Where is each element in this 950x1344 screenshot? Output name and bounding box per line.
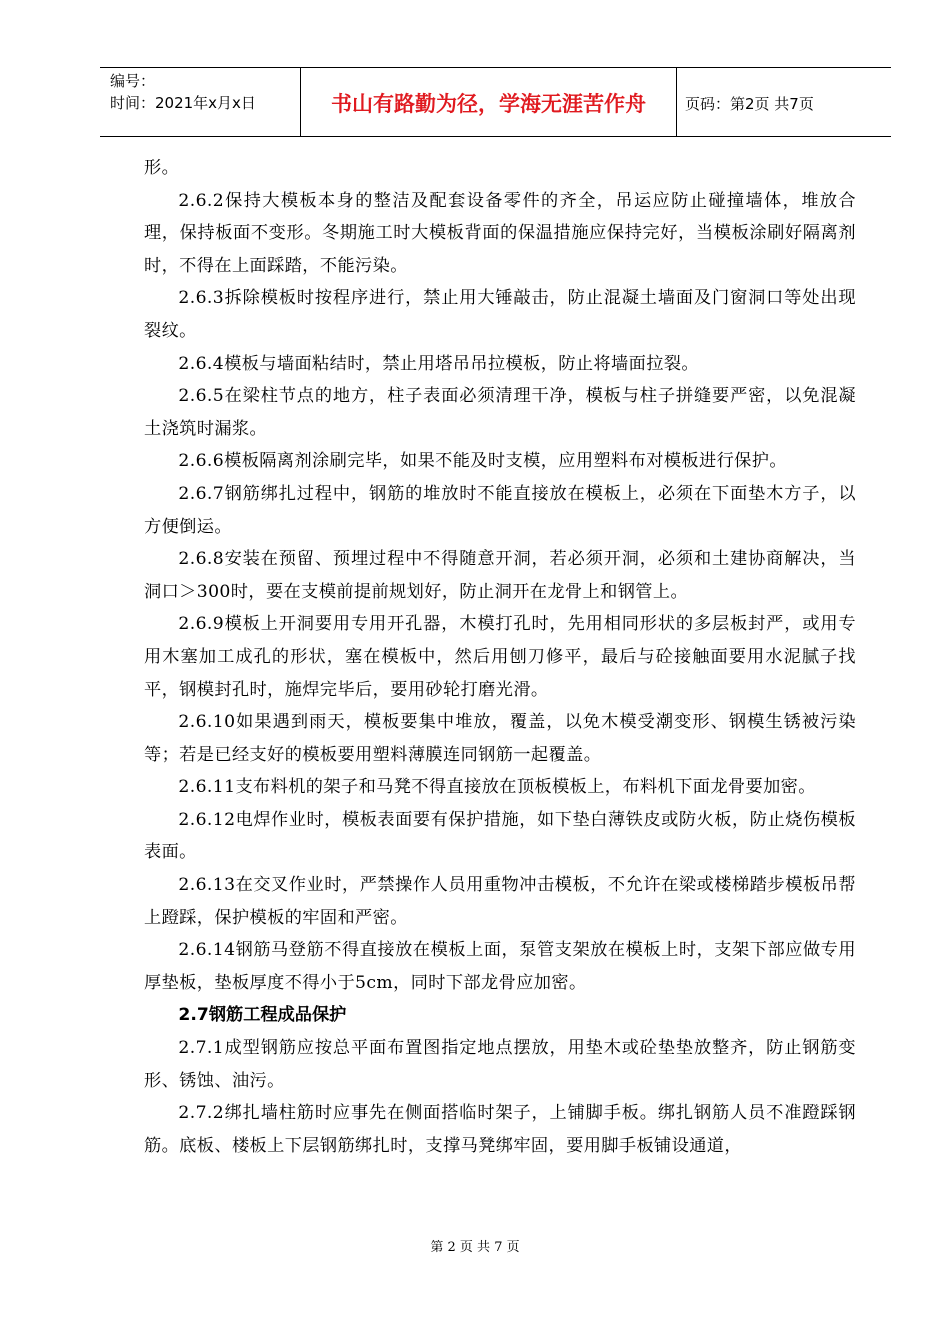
paragraph: 2.6.11支布料机的架子和马凳不得直接放在顶板模板上，布料机下面龙骨要加密。 [178, 777, 816, 798]
time-label: 时间：2021年x月x日 [110, 94, 256, 112]
paragraph: 2.6.4模板与墙面粘结时，禁止用塔吊吊拉模板，防止将墙面拉裂。 [178, 353, 699, 374]
paragraph: 2.6.8安装在预留、预埋过程中不得随意开洞，若必须开洞，必须和土建协商解决，当洞口＞300时，要在支模前提前规划好，防止洞开在龙骨上和钢管上。 [144, 549, 856, 602]
paragraph: 2.6.12电焊作业时，模板表面要有保护措施，如下垫白薄铁皮或防火板，防止烧伤模板表面。 [144, 809, 856, 863]
paragraph: 形。 [144, 158, 180, 178]
number-label: 编号： [110, 72, 156, 90]
paragraph: 2.6.9模板上开洞要用专用开孔器，木模打孔时，先用相同形状的多层板封严，或用专用木塞加工成孔的形状，塞在模板中，然后用刨刀修平，最后与砼接触面要用水泥腻子找平，钢模封孔时，施焊完毕后，要用砂轮打磨光滑。 [144, 614, 856, 700]
paragraph: 2.7.2绑扎墙柱筋时应事先在侧面搭临时架子，上铺脚手板。绑扎钢筋人员不准蹬踩钢筋。底板、楼板上下层钢筋绑扎时，支撑马凳绑牢固，要用脚手板铺设通道， [144, 1103, 856, 1156]
document-body [144, 152, 856, 1162]
paragraph: 2.6.13在交叉作业时，严禁操作人员用重物冲击模板，不允许在梁或楼梯踏步模板吊帮上蹬踩，保护模板的牢固和严密。 [144, 875, 856, 928]
paragraph: 2.6.3拆除模板时按程序进行，禁止用大锤敲击，防止混凝土墙面及门窗洞口等处出现裂纹。 [144, 288, 856, 341]
paragraph: 2.6.14钢筋马登筋不得直接放在模板上面，泵管支架放在模板上时，支架下部应做专用厚垫板，垫板厚度不得小于5cm，同时下部龙骨应加密。 [144, 940, 856, 993]
document-header [100, 67, 891, 137]
paragraph: 2.6.6模板隔离剂涂刷完毕，如果不能及时支模，应用塑料布对模板进行保护。 [178, 451, 787, 472]
header-meta [100, 68, 301, 136]
paragraph: 2.6.7钢筋绑扎过程中，钢筋的堆放时不能直接放在模板上，必须在下面垫木方子，以方便倒运。 [144, 483, 856, 537]
paragraph: 2.7.1成型钢筋应按总平面布置图指定地点摆放，用垫木或砼垫垫放整齐，防止钢筋变形、锈蚀、油污。 [144, 1038, 856, 1091]
header-page-info: 页码：第2页 共7页 [685, 94, 814, 113]
section-heading: 2.7钢筋工程成品保护 [178, 1005, 347, 1026]
page-footer: 第 2 页 共 7 页 [430, 1240, 520, 1255]
paragraph: 2.6.10如果遇到雨天，模板要集中堆放，覆盖，以免木模受潮变形、钢模生锈被污染等；若是已经支好的模板要用塑料薄膜连同钢筋一起覆盖。 [144, 712, 856, 765]
header-motto: 书山有路勤为径，学海无涯苦作舟 [301, 68, 677, 136]
paragraph: 2.6.2保持大模板本身的整洁及配套设备零件的齐全，吊运应防止碰撞墙体，堆放合理，保持板面不变形。冬期施工时大模板背面的保温措施应保持完好，当模板涂刷好隔离剂时，不得在上面踩踏，不能污染。 [144, 190, 856, 276]
paragraph: 2.6.5在梁柱节点的地方，柱子表面必须清理干净，模板与柱子拼缝要严密，以免混凝土浇筑时漏浆。 [144, 386, 856, 439]
